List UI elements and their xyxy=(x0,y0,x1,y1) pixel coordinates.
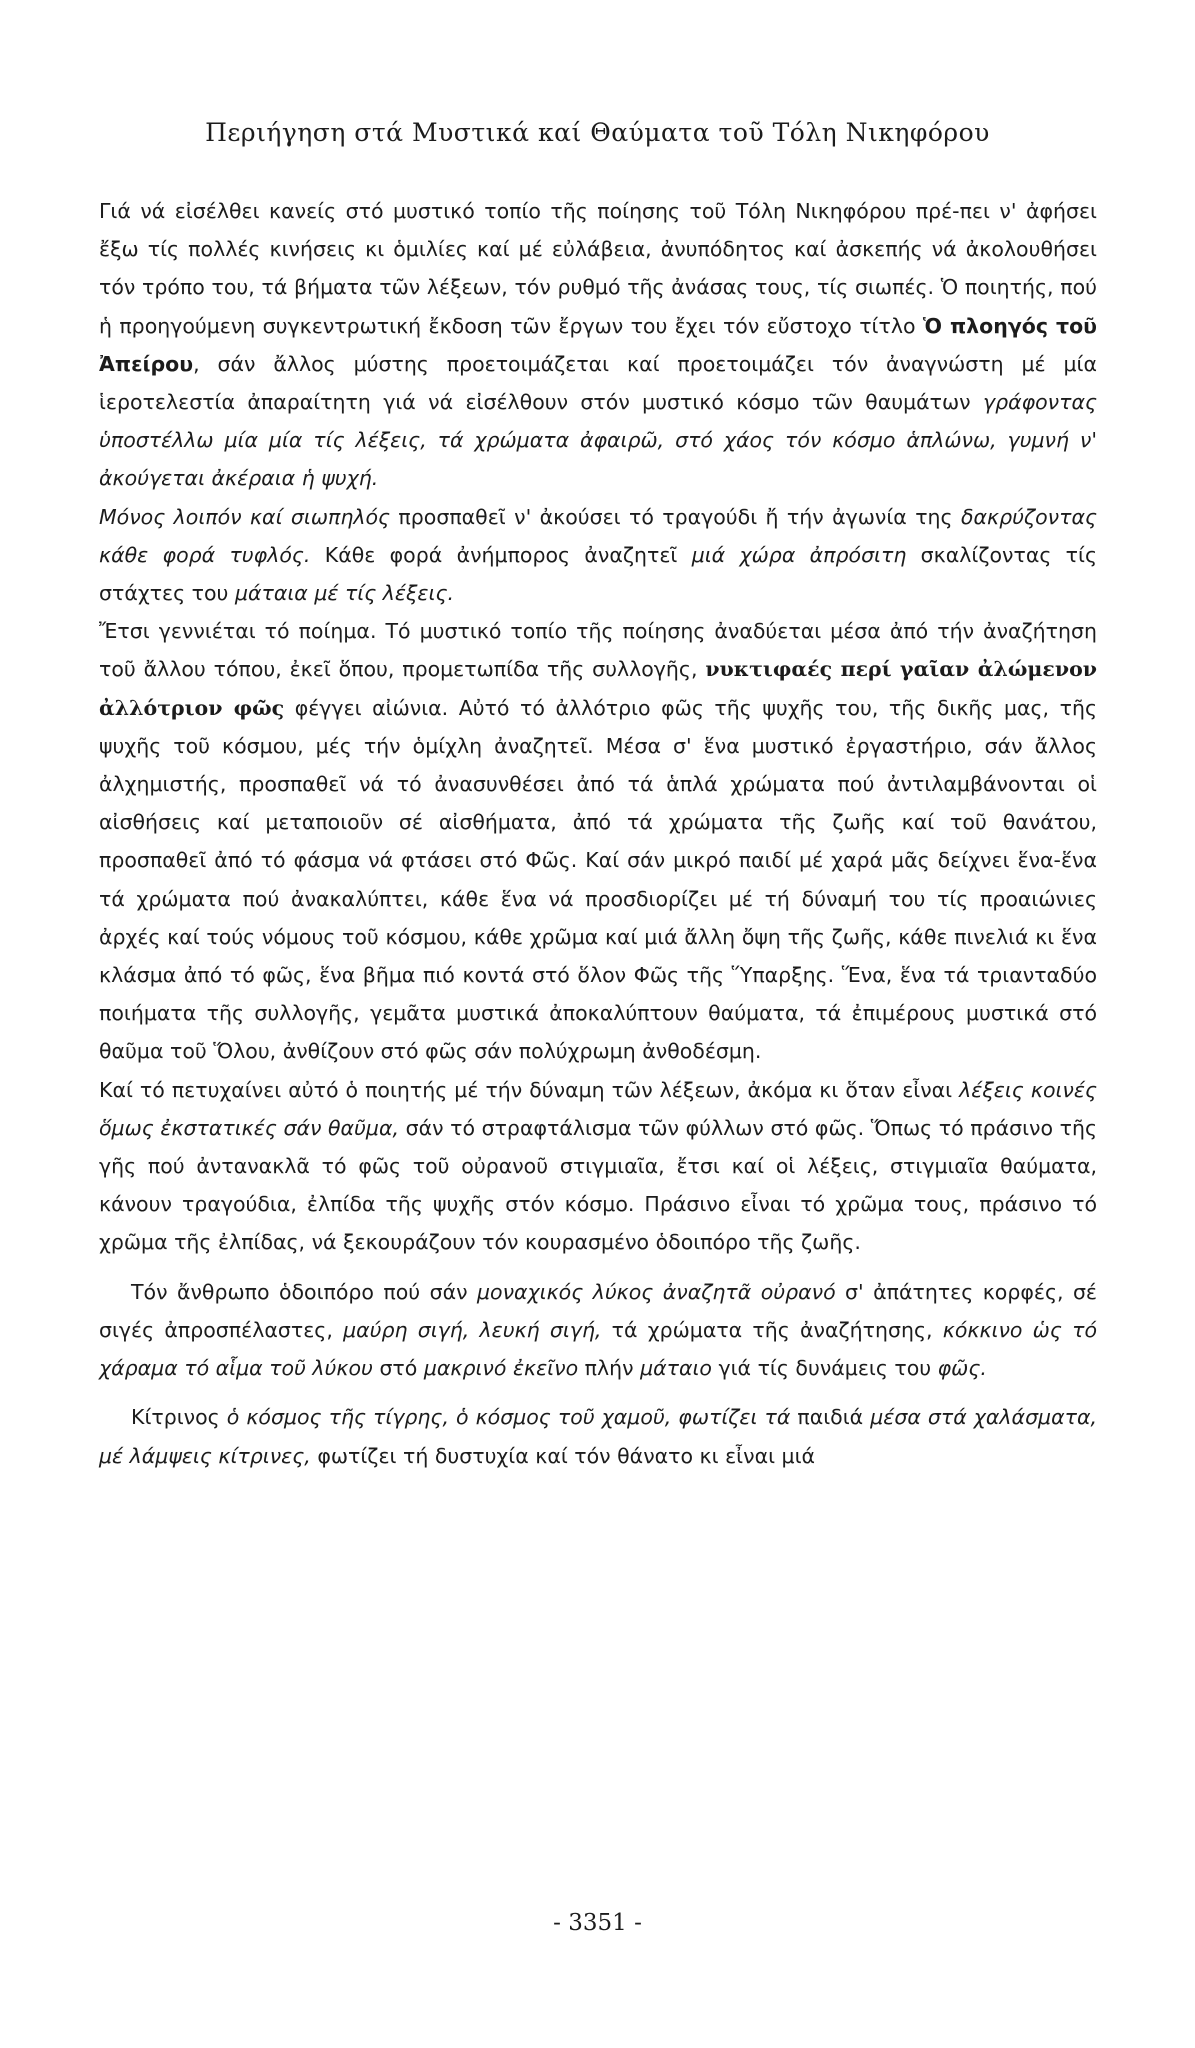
text-run: παιδιά xyxy=(790,1405,871,1430)
paragraph xyxy=(99,192,1097,498)
italic-text: μιά χώρα ἀπρόσιτη xyxy=(691,542,907,567)
italic-text: φῶς. xyxy=(937,1356,987,1381)
text-run: στό xyxy=(372,1356,424,1381)
italic-text: λέξεις κοινές ὅμως ἐκστατικές σάν θαῦμα, xyxy=(99,1077,1097,1140)
text-run: Τόν ἄνθρωπο ὁδοιπόρο πού σάν xyxy=(131,1279,477,1304)
italic-text: Μόνος λοιπόν καί σιωπηλός xyxy=(99,504,391,529)
text-run: τά χρώματα τῆς ἀναζήτησης, xyxy=(601,1317,943,1342)
italic-text: κόκκινο ὡς τό χάραμα τό αἷμα τοῦ λύκου xyxy=(99,1317,1097,1381)
text-run: , σάν ἄλλος μύστης προετοιμάζεται καί προετοιμάζει τόν ἀναγνώστη μέ μία ἱεροτελεστία ἀπαραίτητη γιά νά εἰσέλθουν στόν μυστικό κόσμο τῶν θαυμάτων xyxy=(99,351,1097,415)
page-number: - 3351 - xyxy=(553,1910,642,1936)
text-run: σάν τό στραφτάλισμα τῶν φύλλων στό φῶς. Ὅπως τό πράσινο τῆς γῆς πού ἀντανακλᾶ τό φῶς τοῦ οὐρανοῦ στιγμιαῖα, ἔτσι καί οἱ λέξεις, στιγμιαῖα θαύματα, κάνουν τραγούδια, ἐλπίδα τῆς ψυχῆς στόν κόσμο. Πράσινο εἶναι τό χρῶμα τους, πράσινο τό χρῶμα τῆς ἐλπίδας, νά ξεκουράζουν τόν κουρασμένο ὁδοιπόρο τῆς ζωῆς. xyxy=(99,1115,1097,1255)
text-run: προσπαθεῖ ν' ἀκούσει τό τραγούδι ἤ τήν ἀγωνία της xyxy=(390,504,961,529)
text-run: γιά τίς δυνάμεις του xyxy=(711,1356,938,1381)
text-run: πλήν xyxy=(578,1356,641,1381)
italic-text: μακρινό ἐκεῖνο xyxy=(423,1356,579,1381)
text-run: φέγγει αἰώνια. Αὐτό τό ἀλλότριο φῶς τῆς ψυχῆς του, τῆς δικῆς μας, τῆς ψυχῆς τοῦ κόσμου, μές τήν ὁμίχλη ἀναζητεῖ. Μέσα σ' ἕνα μυστικό ἐργαστήριο, σάν ἄλλος ἀλχημιστής, προσπαθεῖ νά τό ἀνασυνθέσει ἀπό τά ἁπλά χρώματα πού ἀντιλαμβάνονται οἱ αἰσθήσεις καί μεταποιοῦν σέ αἰσθήματα, ἀπό τά χρώματα τῆς ζωῆς καί τοῦ θανάτου, προσπαθεῖ ἀπό τό φάσμα νά φτάσει στό Φῶς. Καί σάν μικρό παιδί μέ χαρά μᾶς δείχνει ἕνα-ἕνα τά χρώματα πού ἀνακαλύπτει, κάθε ἕνα νά προσδιορίζει μέ τή δύναμή του τίς προαιώνιες ἀρχές καί τούς νόμους τοῦ κόσμου, κάθε χρῶμα καί μιά ἄλλη ὄψη τῆς ζωῆς, κάθε πινελιά κι ἕνα κλάσμα ἀπό τό φῶς, ἕνα βῆμα πιό κοντά στό ὅλον Φῶς τῆς Ὕπαρξης. Ἕνα, ἕνα τά τριανταδύο ποιήματα τῆς συλλογῆς, γεμᾶτα μυστικά ἀποκαλύπτουν θαύματα, τά ἐπιμέρους μυστικά στό θαῦμα τοῦ Ὅλου, ἀνθίζουν στό φῶς σάν πολύχρωμη ἀνθοδέσμη. xyxy=(99,695,1097,1064)
body-text xyxy=(99,192,1097,1475)
bold-quote: νυκτιφαές περί γαῖαν ἀλώμενον ἀλλότριον φῶς xyxy=(99,657,1097,720)
italic-text: ὁ κόσμος τῆς τίγρης, ὁ κόσμος τοῦ χαμοῦ, φωτίζει τά xyxy=(226,1405,791,1430)
italic-text: μοναχικός λύκος ἀναζητᾶ οὐρανό xyxy=(476,1279,836,1304)
italic-text: μέσα στά χαλάσματα, μέ λάμψεις κίτρινες, xyxy=(99,1405,1097,1468)
text-run: Ἔτσι γεννιέται τό ποίημα. Τό μυστικό τοπίο τῆς ποίησης ἀναδύεται μέσα ἀπό τήν ἀναζήτηση τοῦ ἄλλου τόπου, ἐκεῖ ὅπου, προμετωπίδα τῆς συλλογῆς, xyxy=(99,619,1097,682)
paragraph xyxy=(99,1071,1097,1262)
book-title: Ὁ πλοηγός τοῦ Ἀπείρου xyxy=(99,313,1098,376)
italic-text: γράφοντας ὑποστέλλω μία μία τίς λέξεις, τά χρώματα ἀφαιρῶ, στό χάος τόν κόσμο ἁπλώνω, γυμνή ν' ἀκούγεται ἀκέραια ἡ ψυχή. xyxy=(99,390,1097,491)
italic-text: μάταιο xyxy=(640,1356,712,1381)
running-title: Περιήγηση στά Μυστικά καί Θαύματα τοῦ Τόλη Νικηφόρου xyxy=(205,118,990,147)
paragraph xyxy=(99,1398,1097,1474)
italic-text: δακρύζοντας κάθε φορά τυφλός. xyxy=(99,504,1097,567)
text-run: σκαλίζοντας τίς στάχτες του xyxy=(99,542,1097,606)
paragraph xyxy=(99,1273,1097,1388)
paragraph xyxy=(99,612,1097,1070)
text-run: Καί τό πετυχαίνει αὐτό ὁ ποιητής μέ τήν δύναμη τῶν λέξεων, ἀκόμα κι ὅταν εἶναι xyxy=(99,1077,960,1102)
text-run: Κάθε φορά ἀνήμπορος ἀναζητεῖ xyxy=(310,542,692,567)
italic-text: μαύρη σιγή, λευκή σιγή, xyxy=(343,1317,602,1342)
text-run: σ' ἀπάτητες κορφές, σέ σιγές ἀπροσπέλαστες, xyxy=(99,1279,1098,1342)
italic-text: μάταια μέ τίς λέξεις. xyxy=(234,581,454,606)
text-run: Κίτρινος xyxy=(131,1405,227,1430)
text-run: Γιά νά εἰσέλθει κανείς στό μυστικό τοπίο τῆς ποίησης τοῦ Τόλη Νικηφόρου πρέ-πει ν' ἀφήσει ἔξω τίς πολλές κινήσεις κι ὁμιλίες καί μέ εὐλάβεια, ἀνυπόδητος καί ἀσκεπής νά ἀκολουθήσει τόν τρόπο του, τά βήματα τῶν λέξεων, τόν ρυθμό τῆς ἀνάσας τους, τίς σιωπές. Ὁ ποιητής, πού ἡ προηγούμενη συγκεντρωτική ἔκδοση τῶν ἔργων του ἔχει τόν εὔστοχο τίτλο xyxy=(99,199,1097,338)
text-run: φωτίζει τή δυστυχία καί τόν θάνατο κι εἶναι μιά xyxy=(310,1443,816,1468)
paragraph xyxy=(99,498,1097,613)
